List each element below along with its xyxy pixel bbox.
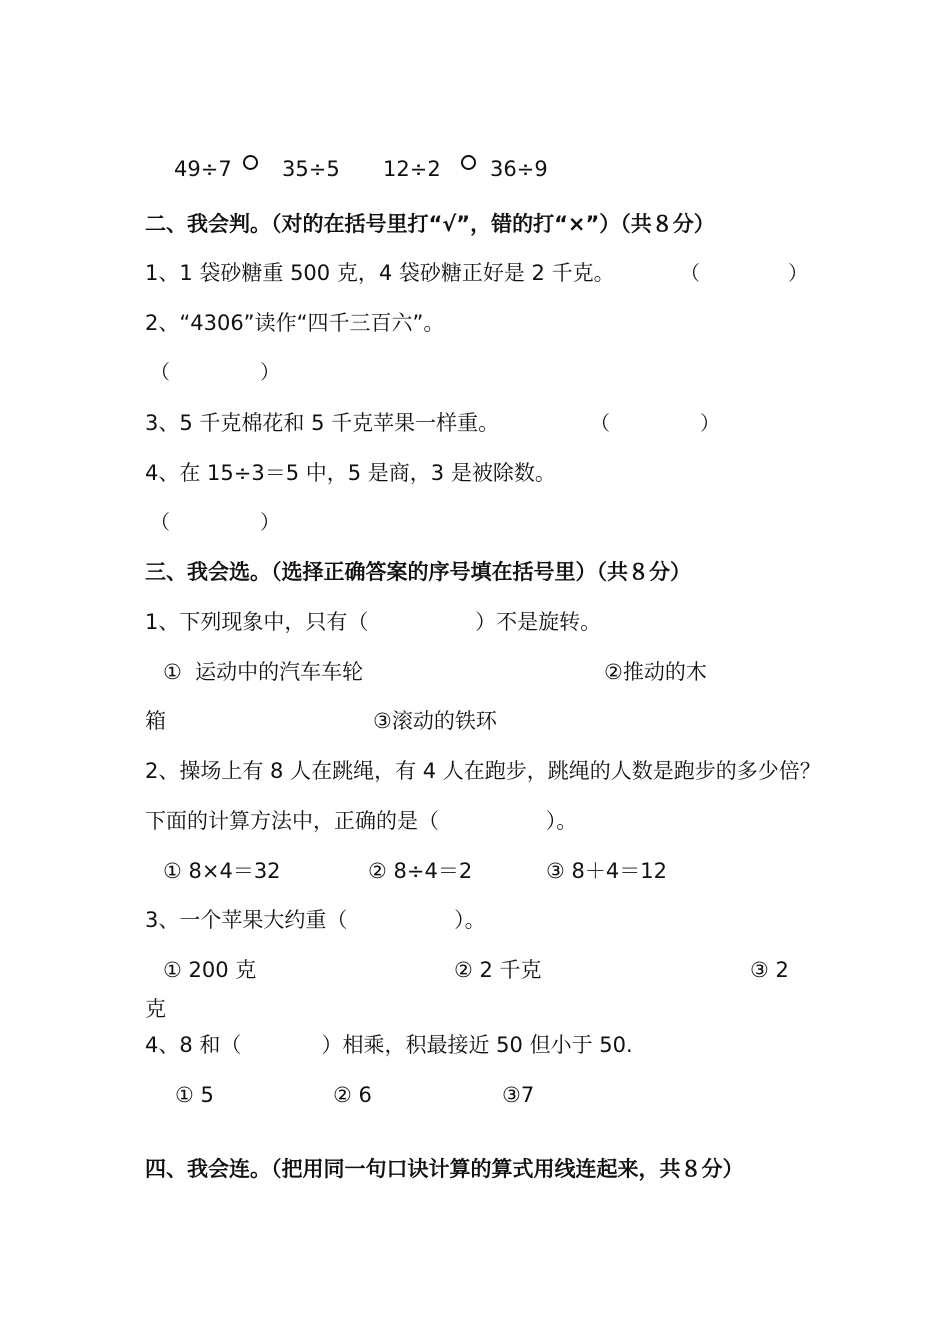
sec2-q4-answer-open[interactable]: （ <box>150 510 170 534</box>
sec2-q3-answer-close[interactable]: ） <box>700 411 720 435</box>
sec3-q1-option-2-wrap: 箱 <box>145 709 166 733</box>
expr-12-div-2: 12÷2 <box>383 157 441 181</box>
sec3-q1-option-1[interactable]: ① 运动中的汽车车轮 <box>163 660 364 684</box>
sec3-q2-option-2[interactable]: ② 8÷4＝2 <box>368 859 473 883</box>
sec3-question-4: 4、8 和（ ）相乘，积最接近 50 但小于 50. <box>145 1033 633 1057</box>
sec2-q1-answer-open[interactable]: （ <box>680 261 700 285</box>
sec2-question-2: 2、“4306”读作“四千三百六”。 <box>145 311 445 335</box>
sec3-q3-option-3[interactable]: ③ 2 <box>750 958 789 982</box>
compare-circle-2[interactable] <box>461 155 476 170</box>
sec3-q2-option-3[interactable]: ③ 8＋4＝12 <box>546 859 667 883</box>
compare-circle-1[interactable] <box>243 155 258 170</box>
expr-36-div-9: 36÷9 <box>490 157 548 181</box>
sec3-q3-option-3-wrap: 克 <box>145 997 166 1021</box>
section-3-heading: 三、我会选。（选择正确答案的序号填在括号里）（共８分） <box>145 560 691 584</box>
sec3-question-2-line-1: 2、操场上有 8 人在跳绳，有 4 人在跑步，跳绳的人数是跑步的多少倍？ <box>145 759 821 783</box>
sec3-q2-option-1[interactable]: ① 8×4＝32 <box>163 859 281 883</box>
sec2-question-4: 4、在 15÷3＝5 中，5 是商，3 是被除数。 <box>145 461 556 485</box>
sec3-q3-option-1[interactable]: ① 200 克 <box>163 958 257 982</box>
sec2-q2-answer-open[interactable]: （ <box>150 360 170 384</box>
sec3-question-2-line-2: 下面的计算方法中，正确的是（ ）。 <box>145 809 578 833</box>
expr-35-div-5: 35÷5 <box>282 157 340 181</box>
sec2-question-1: 1、1 袋砂糖重 500 克，4 袋砂糖正好是 2 千克。 <box>145 261 615 285</box>
sec3-q3-option-2[interactable]: ② 2 千克 <box>454 958 542 982</box>
expr-49-div-7: 49÷7 <box>174 157 232 181</box>
sec2-q3-answer-open[interactable]: （ <box>590 411 610 435</box>
sec3-q4-option-2[interactable]: ② 6 <box>333 1083 372 1107</box>
sec2-q4-answer-close[interactable]: ） <box>260 510 280 534</box>
sec3-question-1: 1、下列现象中，只有（ ）不是旋转。 <box>145 610 602 634</box>
section-4-heading: 四、我会连。（把用同一句口诀计算的算式用线连起来，共８分） <box>145 1157 744 1181</box>
sec3-q4-option-1[interactable]: ① 5 <box>175 1083 214 1107</box>
sec3-question-3: 3、一个苹果大约重（ ）。 <box>145 908 486 932</box>
sec3-q1-option-3[interactable]: ③滚动的铁环 <box>373 709 497 733</box>
sec3-q4-option-3[interactable]: ③7 <box>502 1083 535 1107</box>
sec2-question-3: 3、5 千克棉花和 5 千克苹果一样重。 <box>145 411 500 435</box>
section-2-heading: 二、我会判。（对的在括号里打“√”，错的打“×”）（共８分） <box>145 212 715 236</box>
sec2-q2-answer-close[interactable]: ） <box>260 360 280 384</box>
sec2-q1-answer-close[interactable]: ） <box>788 261 808 285</box>
sec3-q1-option-2[interactable]: ②推动的木 <box>604 660 707 684</box>
